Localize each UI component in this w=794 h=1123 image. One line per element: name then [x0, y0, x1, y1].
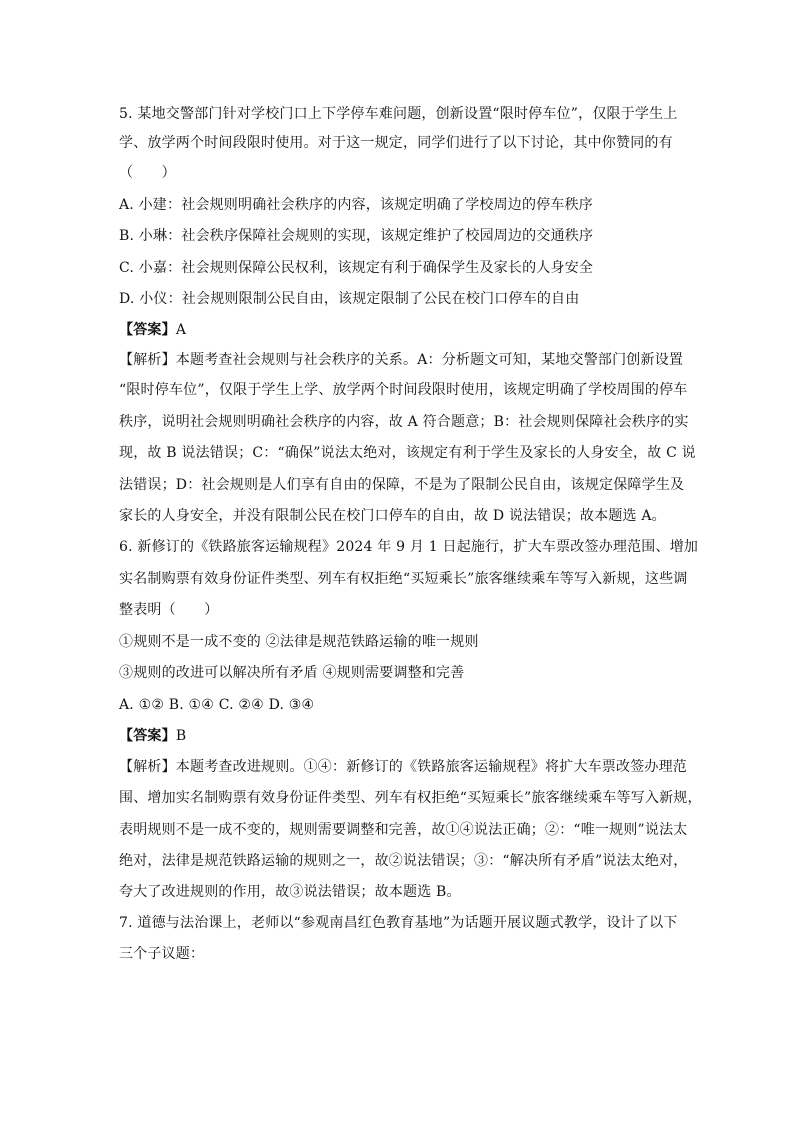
q5-stem-line-1: 5. 某地交警部门针对学校门口上下学停车难问题，创新设置“限时停车位”，仅限于学生上 [119, 106, 678, 122]
q5-answer [119, 320, 689, 340]
q5-option-b: B. 小琳：社会秩序保障社会规则的实现，该规定维护了校园周边的交通秩序 [119, 228, 594, 244]
q5-analysis-line-4: 现，故 B 说法错误；C：“确保”说法太绝对，该规定有利于学生及家长的人身安全，故 C 说 [119, 445, 696, 461]
q7-stem-line-1: 7. 道德与法治课上，老师以“参观南昌红色教育基地”为话题开展议题式教学，设计了以下 [119, 915, 678, 931]
q6-statements-line-1: ①规则不是一成不变的 ②法律是规范铁路运输的唯一规则 [119, 634, 479, 650]
q6-analysis-line-5: 夸大了改进规则的作用，故③说法错误；故本题选 B。 [119, 884, 461, 900]
q5-stem-line-3: （ ） [119, 165, 176, 181]
q5-answer-value: A [175, 322, 187, 338]
q5-option-d: D. 小仪：社会规则限制公民自由，该规定限制了公民在校门口停车的自由 [119, 291, 580, 307]
q5-answer-label: 【答案】 [119, 322, 176, 338]
q5-option-a: A. 小建：社会规则明确社会秩序的内容，该规定明确了学校周边的停车秩序 [119, 197, 594, 213]
q5-stem-line-2: 学、放学两个时间段限时使用。对于这一规定，同学们进行了以下讨论，其中你赞同的有 [119, 135, 673, 151]
q6-options: A. ①② B. ①④ C. ②④ D. ③④ [119, 697, 315, 713]
q6-answer [119, 726, 689, 746]
q6-analysis-line-4: 绝对，法律是规范铁路运输的规则之一，故②说法错误；③：“解决所有矛盾”说法太绝对， [119, 853, 688, 869]
q5-analysis-line-2: “限时停车位”，仅限于学生上学、放学两个时间段限时使用，该规定明确了学校周围的停车 [119, 382, 688, 398]
q6-answer-label: 【答案】 [119, 728, 176, 744]
q6-stem-line-1: 6. 新修订的《铁路旅客运输规程》2024 年 9 月 1 日起施行，扩大车票改签办理范围、增加 [119, 539, 699, 555]
q6-statements-line-2: ③规则的改进可以解决所有矛盾 ④规则需要调整和完善 [119, 665, 465, 681]
q6-stem-line-2: 实名制购票有效身份证件类型、列车有权拒绝“买短乘长”旅客继续乘车等写入新规，这些调 [119, 571, 688, 587]
q6-analysis-line-2: 围、增加实名制购票有效身份证件类型、列车有权拒绝“买短乘长”旅客继续乘车等写入新规， [119, 790, 702, 806]
q7-stem-line-2: 三个子议题： [119, 946, 205, 962]
q6-analysis-line-3: 表明规则不是一成不变的，规则需要调整和完善，故①④说法正确；②：“唯一规则”说法太 [119, 822, 688, 838]
q6-answer-value: B [175, 728, 187, 744]
q5-analysis-line-5: 法错误；D：社会规则是人们享有自由的保障，不是为了限制公民自由，该规定保障学生及 [119, 477, 685, 493]
q5-analysis-line-6: 家长的人身安全，并没有限制公民在校门口停车的自由，故 D 说法错误；故本题选 A。 [119, 508, 666, 524]
q6-analysis-line-1: 【解析】本题考查改进规则。①④：新修订的《铁路旅客运输规程》将扩大车票改签办理范 [119, 759, 687, 775]
q5-analysis-line-3: 秩序，说明社会规则明确社会秩序的内容，故 A 符合题意；B：社会规则保障社会秩序的实 [119, 414, 689, 430]
q6-stem-line-3: 整表明（ ） [119, 602, 219, 618]
q5-option-c: C. 小嘉：社会规则保障公民权利，该规定有利于确保学生及家长的人身安全 [119, 260, 594, 276]
q5-analysis-line-1: 【解析】本题考查社会规则与社会秩序的关系。A：分析题文可知，某地交警部门创新设置 [119, 352, 684, 368]
